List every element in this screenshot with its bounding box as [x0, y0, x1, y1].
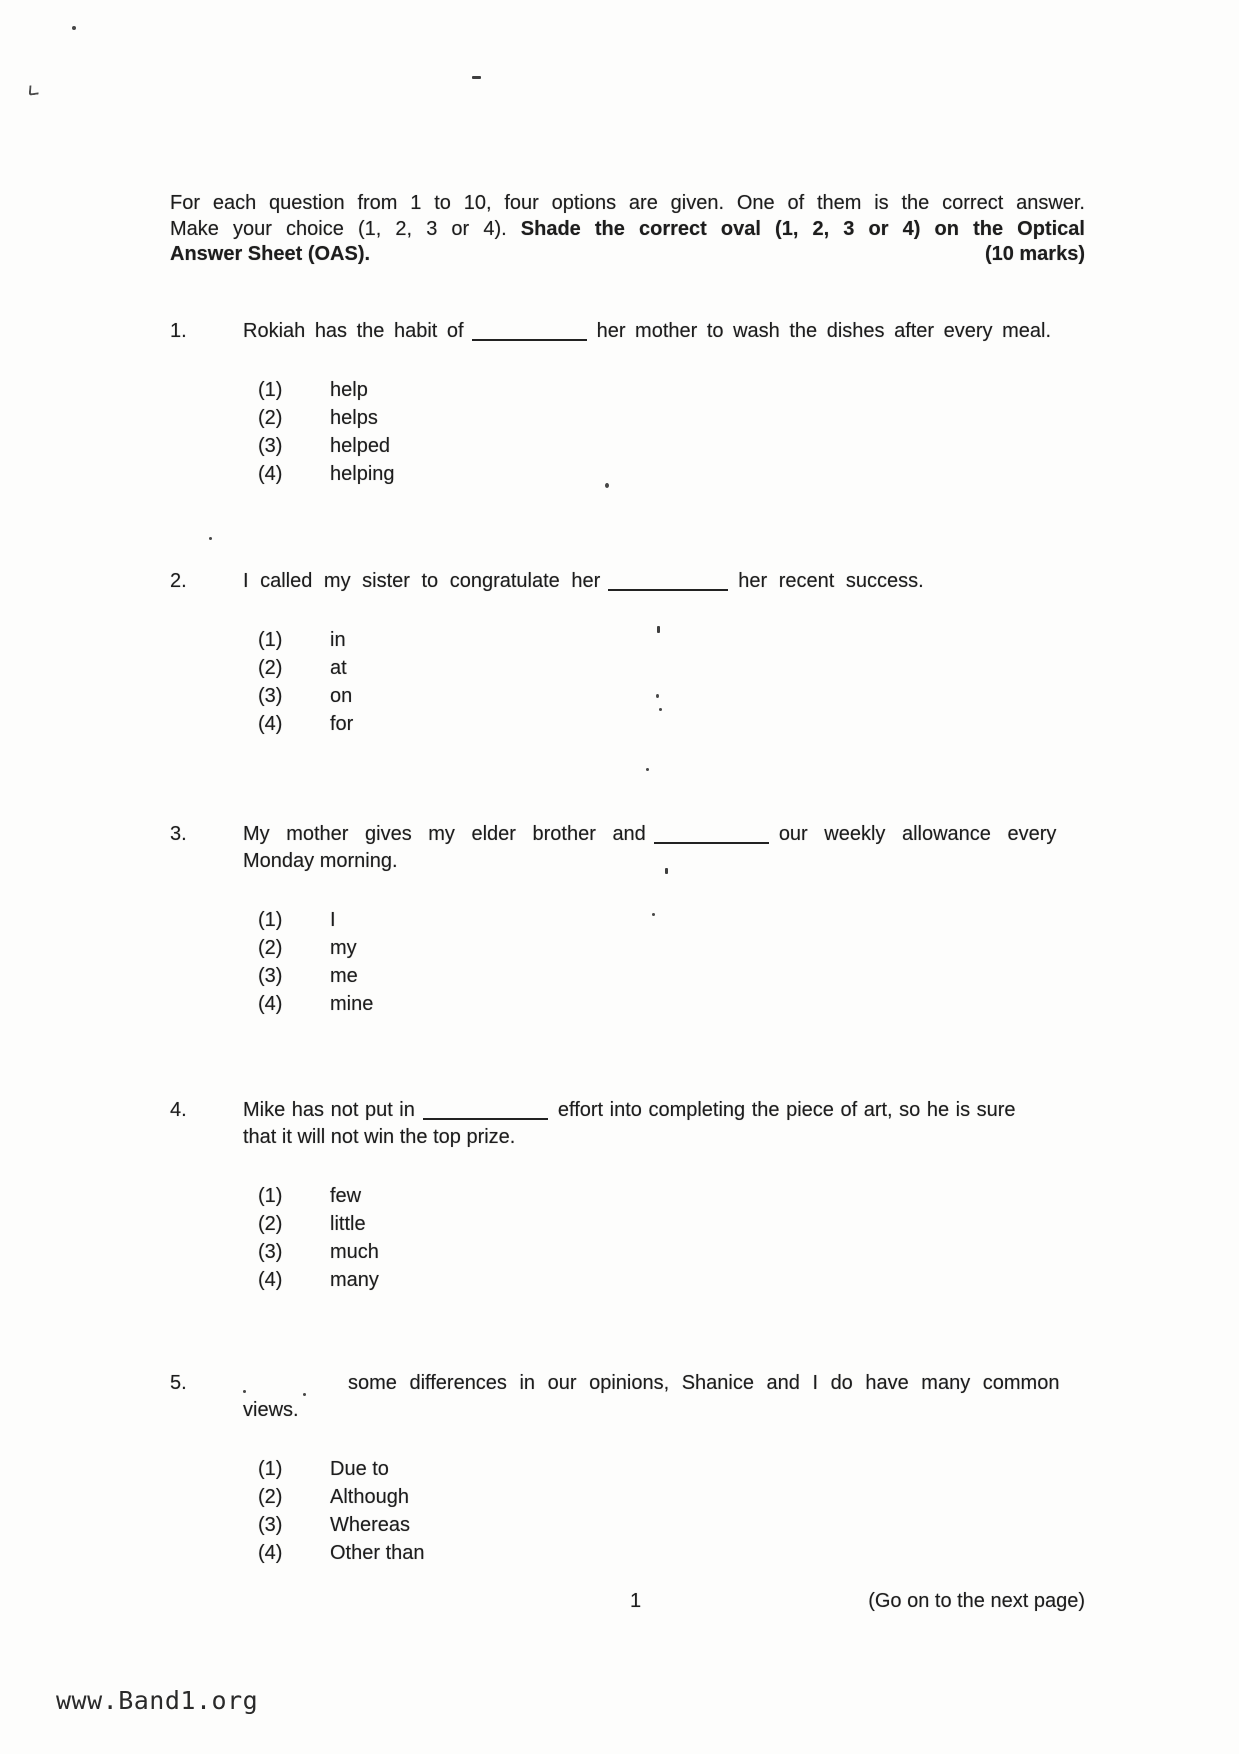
- option-row: [258, 404, 1085, 432]
- continue-note: (Go on to the next page): [868, 1590, 1085, 1612]
- question-1: [170, 318, 1085, 488]
- option-row: [258, 682, 1085, 710]
- question-text: [243, 318, 1085, 345]
- option-number: (2): [258, 407, 283, 429]
- scan-speck: [605, 483, 609, 488]
- option-row: [258, 934, 1085, 962]
- question-number: 4.: [170, 1099, 187, 1121]
- question-5: [170, 1370, 1085, 1567]
- option-row: [258, 990, 1085, 1018]
- option-row: [258, 1266, 1085, 1294]
- options-list: [258, 626, 1085, 738]
- option-label: helps: [330, 407, 378, 429]
- option-row: [258, 1483, 1085, 1511]
- option-row: [258, 1539, 1085, 1567]
- option-label: I: [330, 909, 336, 931]
- question-text: [243, 1097, 1085, 1124]
- option-number: (1): [258, 629, 283, 651]
- option-row: [258, 376, 1085, 404]
- question-3: [170, 821, 1085, 1018]
- scan-speck: [243, 1390, 246, 1393]
- option-row: [258, 626, 1085, 654]
- blank-line: [423, 1098, 548, 1120]
- blank-line: [472, 319, 587, 341]
- blank-line: [608, 569, 728, 591]
- instructions-line-2: [170, 217, 1085, 243]
- question-text-pre: Mike has not put in: [243, 1099, 415, 1121]
- question-number: 3.: [170, 823, 187, 845]
- watermark-url: www.Band1.org: [56, 1686, 259, 1715]
- option-label: me: [330, 965, 358, 987]
- option-number: (1): [258, 379, 283, 401]
- instructions-line-3: Answer Sheet (OAS).: [170, 243, 371, 265]
- option-row: [258, 962, 1085, 990]
- option-number: (4): [258, 1542, 283, 1564]
- option-row: [258, 1238, 1085, 1266]
- instructions-line-1: For each question from 1 to 10, four options are given. One of them is the correct answer.: [170, 192, 1085, 214]
- option-label: help: [330, 379, 368, 401]
- question-text-pre: Rokiah has the habit of: [243, 320, 464, 342]
- question-text: [243, 1370, 1085, 1397]
- scan-speck: [657, 626, 660, 633]
- option-label: in: [330, 629, 346, 651]
- option-label: helping: [330, 463, 395, 485]
- option-number: (1): [258, 909, 283, 931]
- question-text-pre: My mother gives my elder brother and: [243, 823, 646, 845]
- option-number: (3): [258, 965, 283, 987]
- scan-speck: [652, 913, 655, 916]
- scan-speck: [29, 84, 40, 96]
- option-label: Due to: [330, 1458, 389, 1480]
- option-label: little: [330, 1213, 366, 1235]
- blank-line: [654, 822, 769, 844]
- question-1-line: [170, 318, 1085, 345]
- option-number: (2): [258, 1213, 283, 1235]
- options-list: [258, 1455, 1085, 1567]
- option-number: (3): [258, 685, 283, 707]
- options-list: [258, 376, 1085, 488]
- option-number: (3): [258, 1514, 283, 1536]
- option-number: (4): [258, 713, 283, 735]
- scan-speck: [646, 768, 649, 771]
- option-row: [258, 654, 1085, 682]
- question-3-line: [170, 821, 1085, 848]
- option-number: (2): [258, 1486, 283, 1508]
- question-text-line2: that it will not win the top prize.: [243, 1126, 516, 1148]
- question-2-line: [170, 568, 1085, 595]
- question-4: [170, 1097, 1085, 1294]
- question-number: 2.: [170, 570, 187, 592]
- option-row: [258, 906, 1085, 934]
- scan-speck: [659, 708, 662, 711]
- question-text: [243, 568, 1085, 595]
- option-number: (3): [258, 435, 283, 457]
- question-text-post: her mother to wash the dishes after every meal.: [596, 320, 1052, 342]
- scan-speck: [472, 76, 481, 79]
- option-number: (2): [258, 657, 283, 679]
- option-number: (4): [258, 993, 283, 1015]
- option-number: (3): [258, 1241, 283, 1263]
- option-label: my: [330, 937, 357, 959]
- option-number: (2): [258, 937, 283, 959]
- option-label: much: [330, 1241, 379, 1263]
- instructions-line-2-normal: Make your choice (1, 2, 3 or 4).: [170, 217, 507, 240]
- blank-line: [243, 1371, 338, 1393]
- question-text-post: effort into completing the piece of art, so he is sure: [557, 1099, 1016, 1121]
- question-text-post: some differences in our opinions, Shanice and I do have many common: [348, 1372, 1060, 1394]
- question-4-line: [170, 1097, 1085, 1124]
- option-number: (1): [258, 1185, 283, 1207]
- option-row: [258, 432, 1085, 460]
- option-label: helped: [330, 435, 391, 457]
- options-list: [258, 906, 1085, 1018]
- scan-speck: [209, 537, 212, 540]
- option-row: [258, 710, 1085, 738]
- question-5-line: [170, 1370, 1085, 1397]
- scan-speck: [656, 694, 659, 698]
- instructions-line-2-bold: Shade the correct oval (1, 2, 3 or 4) on the Optical: [520, 217, 1085, 240]
- option-label: few: [330, 1185, 362, 1207]
- question-number: 1.: [170, 320, 187, 342]
- option-row: [258, 1210, 1085, 1238]
- question-2: [170, 568, 1085, 738]
- scan-speck: [665, 868, 668, 874]
- options-list: [258, 1182, 1085, 1294]
- instructions-block: [170, 191, 1085, 268]
- option-label: mine: [330, 993, 374, 1015]
- question-number: 5.: [170, 1372, 187, 1394]
- question-text-pre: I called my sister to congratulate her: [243, 570, 601, 592]
- option-row: [258, 460, 1085, 488]
- question-text-line2: views.: [243, 1399, 299, 1421]
- question-text-post: her recent success.: [738, 570, 924, 592]
- scan-speck: [303, 1393, 306, 1396]
- option-label: Although: [330, 1486, 409, 1508]
- option-label: on: [330, 685, 353, 707]
- page-number: 1: [630, 1590, 642, 1612]
- option-label: Whereas: [330, 1514, 411, 1536]
- scan-speck: [72, 26, 76, 30]
- option-number: (4): [258, 1269, 283, 1291]
- option-row: [258, 1511, 1085, 1539]
- option-number: (4): [258, 463, 283, 485]
- option-label: many: [330, 1269, 379, 1291]
- option-label: at: [330, 657, 347, 679]
- option-row: [258, 1455, 1085, 1483]
- question-text-line2: Monday morning.: [243, 850, 398, 872]
- option-row: [258, 1182, 1085, 1210]
- option-label: for: [330, 713, 354, 735]
- question-text-post: our weekly allowance every: [778, 823, 1057, 845]
- question-text: [243, 821, 1085, 848]
- option-label: Other than: [330, 1542, 425, 1564]
- option-number: (1): [258, 1458, 283, 1480]
- marks-label: (10 marks): [984, 243, 1085, 265]
